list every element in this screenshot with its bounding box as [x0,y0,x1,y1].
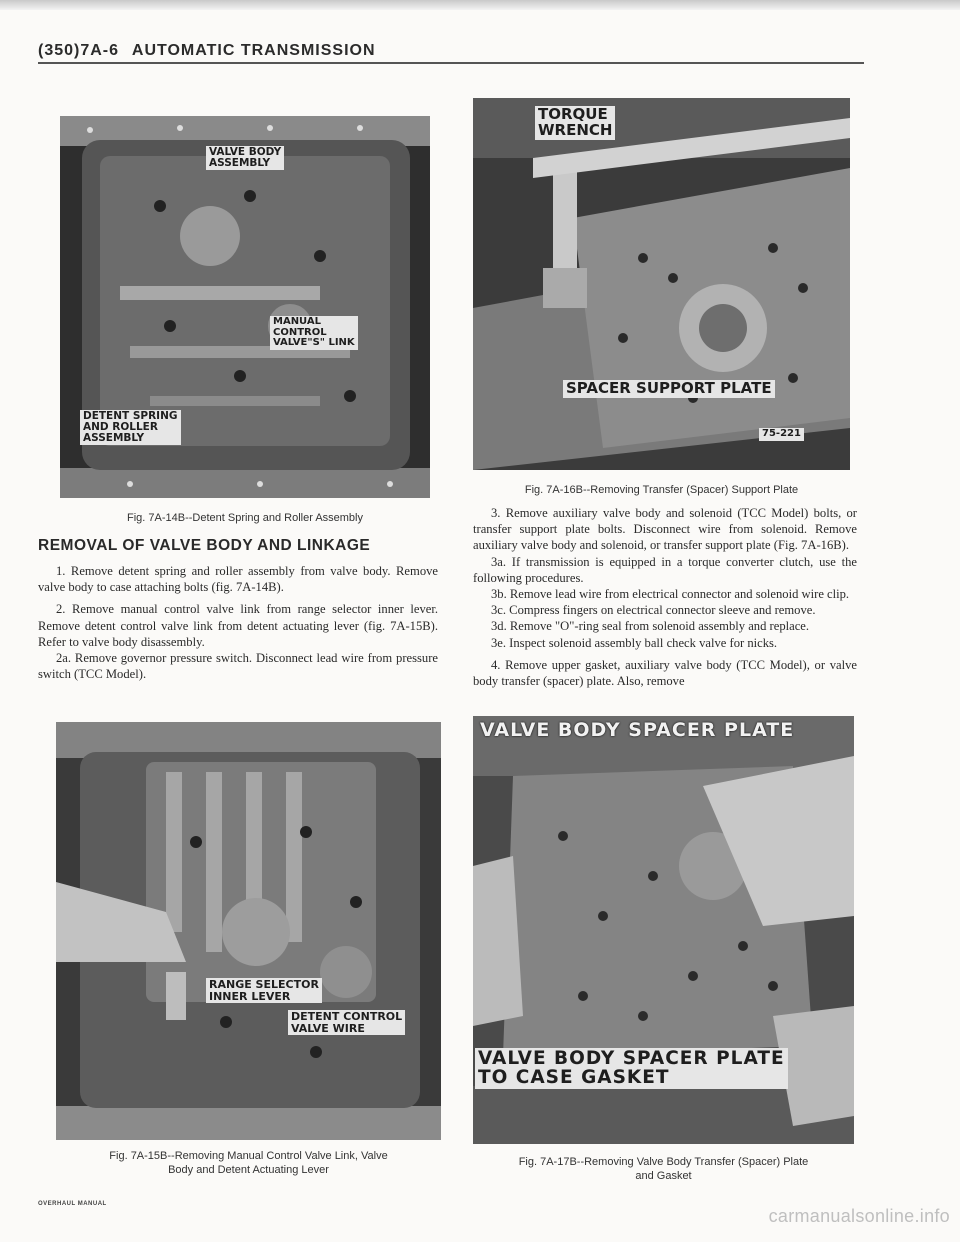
step-2: 2. Remove manual control valve link from range selector inner lever. Remove detent control valve link from detent actuating lever (fig. 7A-15B). Refer to valve body disassembly. [38,602,438,649]
step-1: 1. Remove detent spring and roller assembly from valve body. Remove valve body to case attaching bolts (fig. 7A-14B). [38,564,438,595]
caption-fig-15b-text: Fig. 7A-15B--Removing Manual Control Valve Link, Valve Body and Detent Actuating Lever [109,1150,388,1176]
photo-spacer-support-plate [473,98,850,470]
page-number: (350)7A-6 [38,42,120,59]
step-2a: 2a. Remove governor pressure switch. Disconnect lead wire from pressure switch (TCC Model). [38,651,438,682]
photo-valve-body-spacer-plate [473,716,854,1144]
label-valve-body-spacer-plate: VALVE BODY SPACER PLATE [480,719,795,741]
top-edge-shadow [0,0,960,10]
photo-illustration [473,98,850,470]
section-heading: REMOVAL OF VALVE BODY AND LINKAGE [38,537,371,554]
photo-manual-control-valve-link [56,722,441,1140]
page-header [38,42,864,60]
label-spacer-support-plate: SPACER SUPPORT PLATE [563,380,775,398]
step-4: 4. Remove upper gasket, auxiliary valve body (TCC Model), or valve body transfer (spacer) plate. Also, remove [473,657,857,689]
caption-fig-15b [56,1150,441,1178]
footer-manual-name: OVERHAUL MANUAL [38,1201,107,1207]
label-figure-number: 75-221 [759,428,804,441]
step-3e: 3e. Inspect solenoid assembly ball check valve for nicks. [491,635,778,650]
photo-detent-spring [60,116,430,498]
label-detent-control-valve-wire: DETENT CONTROL VALVE WIRE [288,1010,405,1035]
header-rule [38,62,864,64]
step-3a: 3a. If transmission is equipped in a torque converter clutch, use the following procedures. [473,554,857,585]
step-3c: 3c. Compress fingers on electrical connector sleeve and remove. [491,603,816,618]
step-3: 3. Remove auxiliary valve body and solenoid (TCC Model) bolts, or transfer support plate bolts. Disconnect wire from solenoid. Remove auxiliary valve body and solenoid, or transfer support plate (Fig. 7A-16B). [473,506,857,553]
step-3b: 3b. Remove lead wire from electrical connector and solenoid wire clip. [491,587,850,602]
watermark: carmanualsonline.info [768,1206,950,1226]
left-column-text [38,563,438,682]
caption-fig-17b [473,1156,854,1184]
caption-fig-17b-text: Fig. 7A-17B--Removing Valve Body Transfer (Spacer) Plate and Gasket [518,1156,809,1182]
label-manual-control-valve-link: MANUAL CONTROL VALVE"S" LINK [270,316,358,350]
right-column-text [473,505,857,689]
label-torque-wrench: TORQUE WRENCH [535,106,615,140]
photo-illustration [56,722,441,1140]
chapter-title: AUTOMATIC TRANSMISSION [131,42,376,59]
label-spacer-plate-to-case-gasket: VALVE BODY SPACER PLATE TO CASE GASKET [475,1048,788,1089]
step-3d: 3d. Remove "O"-ring seal from solenoid assembly and replace. [491,619,810,634]
label-detent-spring-roller: DETENT SPRING AND ROLLER ASSEMBLY [80,410,181,445]
label-range-selector-inner-lever: RANGE SELECTOR INNER LEVER [206,978,322,1003]
caption-fig-16b: Fig. 7A-16B--Removing Transfer (Spacer) Support Plate [524,484,799,496]
caption-fig-14b: Fig. 7A-14B--Detent Spring and Roller Assembly [127,512,363,524]
label-valve-body-assembly: VALVE BODY ASSEMBLY [206,146,284,170]
